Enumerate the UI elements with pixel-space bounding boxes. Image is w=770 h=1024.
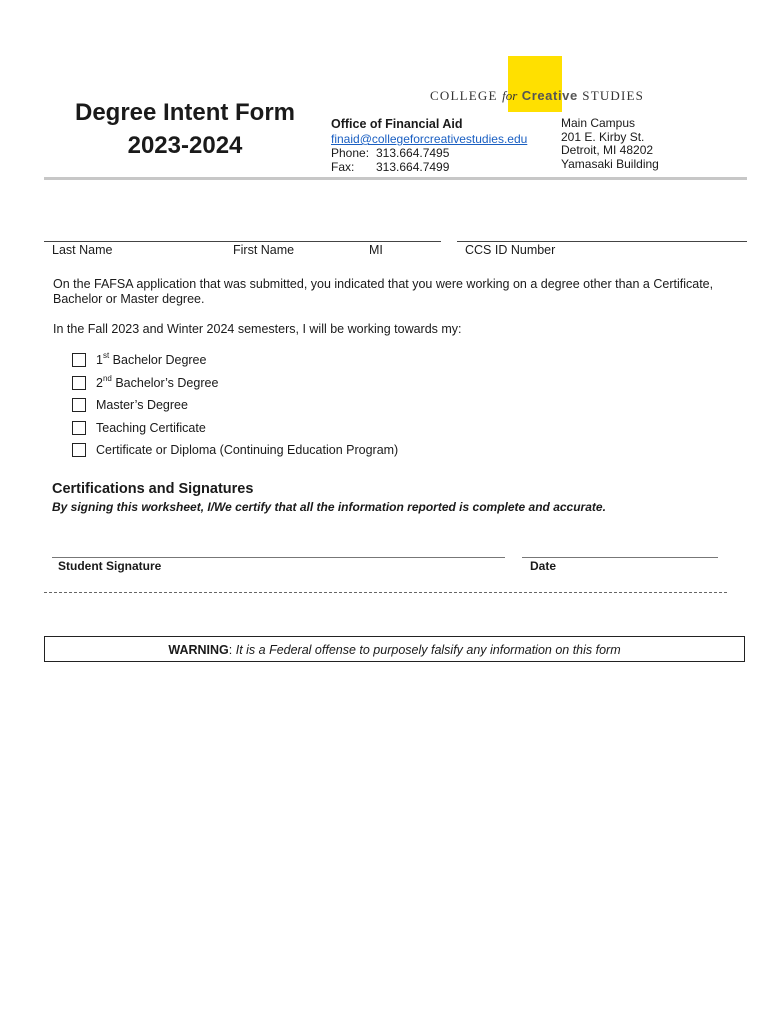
option-first-bachelor [72,349,398,372]
option-second-bachelor-label: 2nd Bachelor’s Degree [96,373,219,390]
warning-message: It is a Federal offense to purposely falsify any information on this form [232,643,621,657]
header-divider [44,177,747,180]
form-title-line1: Degree Intent Form [74,99,296,126]
office-email-link[interactable]: finaid@collegeforcreativestudies.edu [331,132,528,146]
fax-number: 313.664.7499 [376,160,450,174]
checkbox-continuing-education[interactable] [72,443,86,457]
form-title [50,98,320,161]
fax-label: Fax: [331,160,355,174]
student-signature-label: Student Signature [58,559,162,573]
date-label: Date [530,559,557,573]
option-continuing-education-label: Certificate or Diploma (Continuing Education Program) [96,443,399,458]
last-name-label: Last Name [52,243,113,257]
campus-building: Yamasaki Building [561,156,659,171]
dashed-divider [44,592,727,593]
middle-initial-label: MI [369,243,383,257]
warning-colon: : [228,643,233,657]
option-second-bachelor [72,372,398,395]
option-masters [72,394,398,417]
form-title-year: 2023-2024 [127,132,243,159]
student-signature-line[interactable] [52,557,505,558]
checkbox-teaching-certificate[interactable] [72,421,86,435]
option-first-bachelor-label: 1st Bachelor Degree [96,351,207,368]
degree-options [72,349,398,462]
certification-statement: By signing this worksheet, I/We certify that all the information reported is complete and accurate. [52,500,606,514]
campus-city: Detroit, MI 48202 [561,143,654,157]
phone-number: 313.664.7495 [376,146,450,160]
certification-heading: Certifications and Signatures [52,481,254,497]
checkbox-masters[interactable] [72,398,86,412]
campus-street: 201 E. Kirby St. [561,129,645,144]
fafsa-paragraph: On the FAFSA application that was submitted, you indicated that you were working on a degree other than a Certificate, Bachelor or Master degree. [53,277,714,306]
office-name: Office of Financial Aid [331,117,463,131]
ccs-id-input-line[interactable] [457,241,747,242]
college-logo-text: COLLEGE for Creative STUDIES [430,88,645,103]
option-continuing-education [72,439,398,462]
checkbox-second-bachelor[interactable] [72,376,86,390]
option-teaching-certificate-label: Teaching Certificate [96,420,206,435]
first-name-label: First Name [233,243,295,257]
campus-address [561,117,659,171]
name-input-line[interactable] [44,241,441,242]
campus-name: Main Campus [561,116,636,130]
warning-label: WARNING [168,643,229,657]
option-teaching-certificate [72,417,398,440]
semesters-paragraph: In the Fall 2023 and Winter 2024 semesters, I will be working towards my: [53,322,462,336]
checkbox-first-bachelor[interactable] [72,353,86,367]
financial-aid-contact [331,117,527,174]
date-line[interactable] [522,557,718,558]
option-masters-label: Master’s Degree [96,398,188,413]
warning-box [44,636,745,662]
phone-label: Phone: [331,146,370,160]
ccs-id-label: CCS ID Number [465,243,556,257]
